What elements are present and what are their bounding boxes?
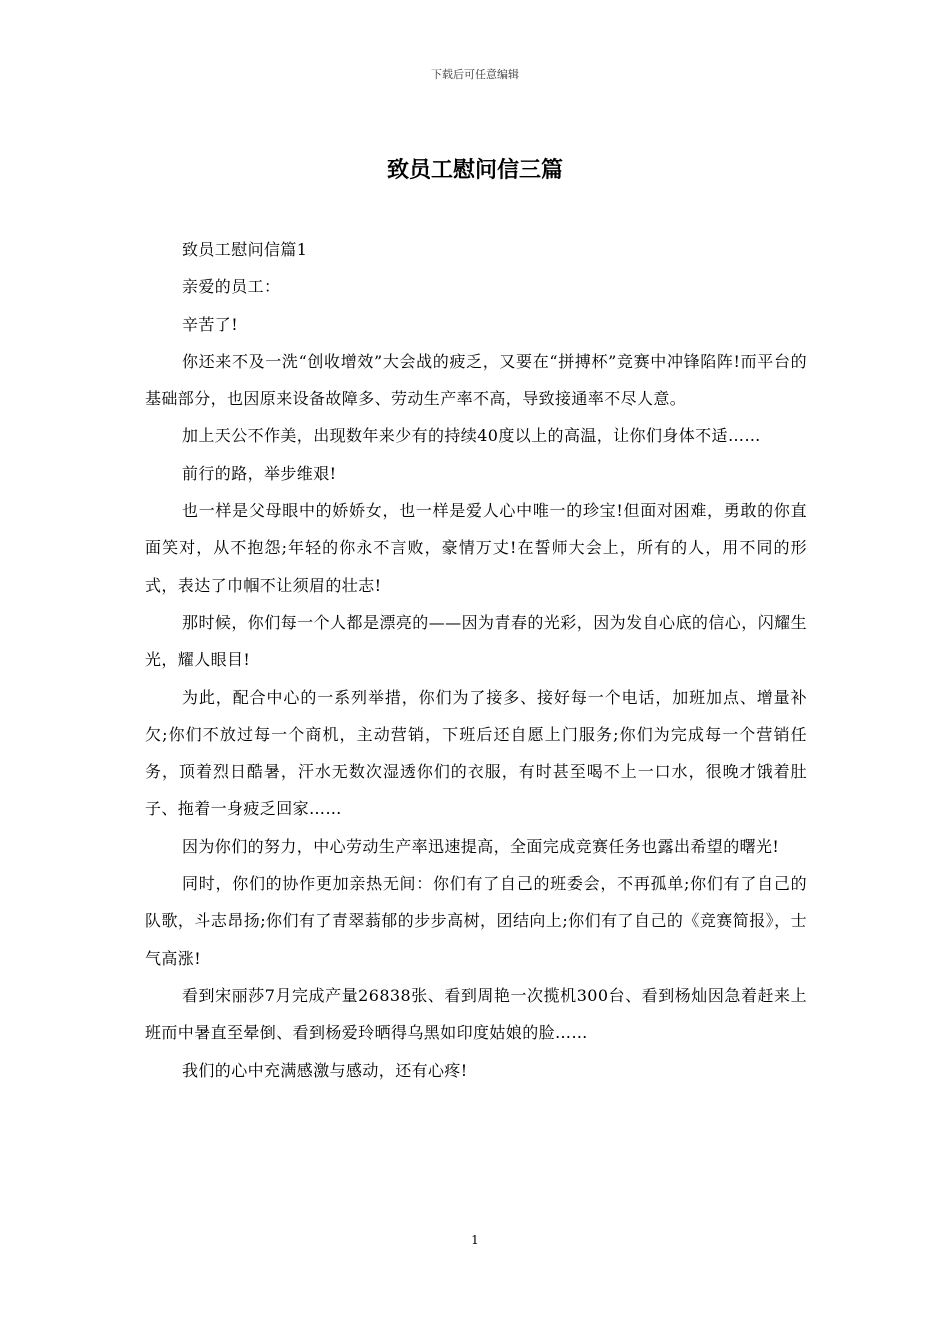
body-paragraph: 你还来不及一洗“创收增效”大会战的疲乏，又要在“拼搏杯”竞赛中冲锋陷阵!而平台的基础部分，也因原来设备故障多、劳动生产率不高，导致接通率不尽人意。 [145,351,807,409]
section-heading: 致员工慰问信篇1 [182,240,308,259]
body-paragraph: 为此，配合中心的一系列举措，你们为了接多、接好每一个电话，加班加点、增量补欠;你们不放过每一个商机，主动营销，下班后还自愿上门服务;你们为完成每一个营销任务，顶着烈日酷暑，汗水无数次湿透你们的衣服，有时甚至喝不上一口水，很晚才饿着肚子、拖着一身疲乏回家…… [145,687,807,819]
body-paragraph: 同时，你们的协作更加亲热无间：你们有了自己的班委会，不再孤单;你们有了自己的队歌，斗志昂扬;你们有了青翠蓊郁的步步高树，团结向上;你们有了自己的《竞赛简报》，士气高涨! [145,874,807,968]
document-title: 致员工慰问信三篇 [386,157,563,183]
body-paragraph: 辛苦了! [182,314,239,334]
body-paragraph: 看到宋丽莎7月完成产量26838张、看到周艳一次揽机300台、看到杨灿因急着赶来上班而中暑直至晕倒、看到杨爱玲晒得乌黑如印度姑娘的脸…… [145,985,807,1043]
header-note: 下载后可任意编辑 [431,68,519,81]
body-paragraph: 我们的心中充满感激与感动，还有心疼! [182,1060,468,1080]
body-paragraph: 因为你们的努力，中心劳动生产率迅速提高，全面完成竞赛任务也露出希望的曙光! [182,836,780,856]
body-paragraph: 加上天公不作美，出现数年来少有的持续40度以上的高温，让你们身体不适…… [182,426,761,446]
document-body [145,231,807,1089]
page-number: 1 [471,1233,479,1247]
salutation: 亲爱的员工： [182,277,281,297]
body-paragraph: 也一样是父母眼中的娇娇女，也一样是爱人心中唯一的珍宝!但面对困难，勇敢的你直面笑对，从不抱怨;年轻的你永不言败，豪情万丈!在誓师大会上，所有的人，用不同的形式，表达了巾帼不让须眉的壮志! [145,501,807,595]
body-paragraph: 那时候，你们每一个人都是漂亮的——因为青春的光彩，因为发自心底的信心，闪耀生光，耀人眼目! [145,612,807,670]
body-paragraph: 前行的路，举步维艰! [182,463,337,483]
